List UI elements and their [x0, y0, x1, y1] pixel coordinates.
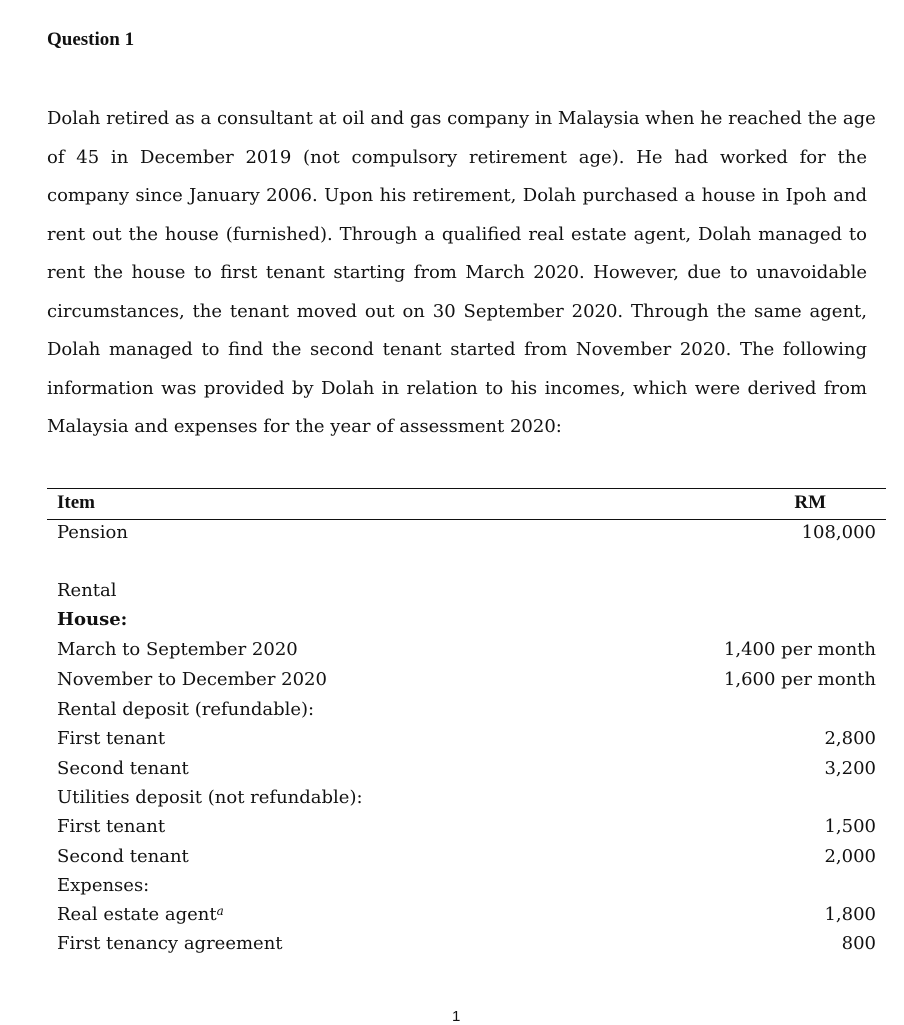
table-row — [57, 758, 876, 787]
table-row — [57, 787, 876, 816]
row-label — [57, 758, 189, 779]
row-label — [57, 580, 117, 601]
row-amount: 1,800 — [824, 904, 876, 925]
paragraph-line: of 45 in December 2019 (not compulsory retirement age). He had worked for the — [47, 146, 867, 168]
row-label — [57, 728, 165, 749]
row-label-text: November to December 2020 — [57, 669, 327, 690]
row-label-text: Utilities deposit (not refundable): — [57, 787, 363, 808]
row-label — [57, 846, 189, 867]
column-header-item: Item — [57, 492, 95, 513]
row-amount: 1,500 — [824, 816, 876, 837]
row-amount: 1,400 per month — [723, 639, 876, 660]
row-label-text: First tenancy agreement — [57, 933, 283, 954]
table-row — [57, 875, 876, 904]
row-amount: 108,000 — [801, 522, 876, 543]
footnote-marker: a — [216, 904, 224, 918]
row-label-text: Second tenant — [57, 758, 189, 779]
row-amount: 3,200 — [824, 758, 876, 779]
table-header-row — [47, 489, 886, 520]
column-header-rm: RM — [794, 492, 826, 513]
row-label-text: First tenant — [57, 728, 166, 749]
table-row — [57, 669, 876, 698]
question-title: Question 1 — [47, 29, 135, 50]
row-label-text: Rental — [57, 580, 117, 601]
paragraph-line: Malaysia and expenses for the year of assessment 2020: — [47, 416, 562, 437]
table-row — [57, 846, 876, 875]
row-amount: 2,000 — [824, 846, 876, 867]
row-label-text: Second tenant — [57, 846, 189, 867]
question-paragraph — [47, 100, 876, 447]
row-label-text: March to September 2020 — [57, 639, 298, 660]
row-label — [57, 787, 363, 808]
row-label — [57, 933, 283, 954]
row-label-text: First tenant — [57, 816, 166, 837]
row-label — [57, 609, 127, 630]
row-label — [57, 669, 327, 690]
row-label — [57, 639, 298, 660]
row-label — [57, 816, 165, 837]
paragraph-line: company since January 2006. Upon his retirement, Dolah purchased a house in Ipoh and — [47, 185, 867, 206]
row-label-text: Rental deposit (refundable): — [57, 699, 315, 720]
paragraph-line: circumstances, the tenant moved out on 30 September 2020. Through the same agent, — [47, 300, 867, 322]
table-row — [57, 699, 876, 728]
row-label — [57, 522, 128, 543]
table-row — [57, 580, 876, 609]
table-row — [57, 904, 876, 933]
row-amount: 1,600 per month — [723, 669, 876, 690]
row-label-text: Real estate agent — [57, 904, 217, 925]
table-row — [57, 522, 876, 551]
row-label — [57, 904, 224, 925]
table-row — [57, 933, 876, 962]
row-label-text: Pension — [57, 522, 128, 543]
row-amount: 2,800 — [824, 728, 876, 749]
income-expense-table — [47, 488, 886, 954]
page-number: 1 — [452, 1008, 461, 1025]
table-row — [57, 609, 876, 638]
table-row — [57, 639, 876, 668]
paragraph-line: rent the house to first tenant starting from March 2020. However, due to unavoidable — [47, 262, 867, 283]
row-label-text: House: — [57, 609, 128, 630]
row-amount: 800 — [841, 933, 876, 954]
paragraph-line: Dolah managed to find the second tenant started from November 2020. The following — [47, 339, 867, 360]
paragraph-line: Dolah retired as a consultant at oil and gas company in Malaysia when he reached the age — [47, 108, 876, 129]
paragraph-line: rent out the house (furnished). Through a qualified real estate agent, Dolah managed to — [47, 223, 867, 245]
row-label — [57, 875, 149, 896]
row-label — [57, 699, 314, 720]
table-row — [57, 728, 876, 757]
paragraph-line: information was provided by Dolah in relation to his incomes, which were derived from — [47, 377, 867, 399]
table-row — [57, 816, 876, 845]
row-label-text: Expenses: — [57, 875, 150, 896]
